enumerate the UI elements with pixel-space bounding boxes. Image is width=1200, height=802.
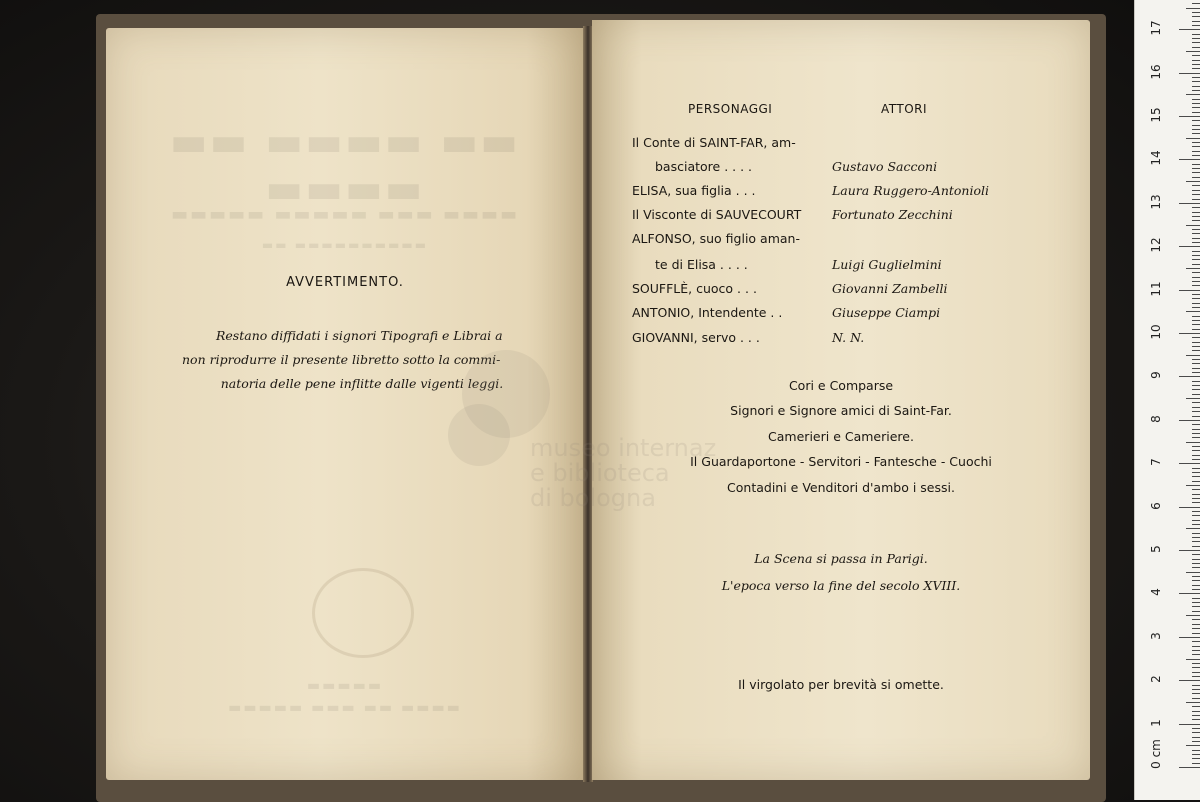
ruler-tick xyxy=(1192,433,1200,434)
ruler-tick xyxy=(1192,459,1200,460)
ruler-tick xyxy=(1192,38,1200,39)
ruler-tick xyxy=(1192,16,1200,17)
ruler-number: 10 xyxy=(1149,324,1163,340)
cast-role: GIOVANNI, servo . . . xyxy=(632,330,760,345)
ruler-tick xyxy=(1179,680,1200,681)
ruler-tick xyxy=(1192,264,1200,265)
ruler-number: 11 xyxy=(1149,280,1163,297)
ruler-tick xyxy=(1192,728,1200,729)
ruler-tick xyxy=(1192,611,1200,612)
ruler-tick xyxy=(1186,442,1200,443)
ruler-tick xyxy=(1179,116,1200,117)
ruler-number: 16 xyxy=(1149,63,1163,80)
ruler-tick xyxy=(1192,455,1200,456)
ruler-tick xyxy=(1192,672,1200,673)
ruler-tick xyxy=(1192,698,1200,699)
cast-row xyxy=(592,135,1090,157)
ruler-tick xyxy=(1192,563,1200,564)
ruler-tick xyxy=(1192,259,1200,260)
ruler-tick xyxy=(1179,333,1200,334)
ruler-tick xyxy=(1192,650,1200,651)
ruler-tick xyxy=(1192,185,1200,186)
ruler-tick xyxy=(1186,8,1200,9)
ruler-tick xyxy=(1192,359,1200,360)
ruler-tick xyxy=(1192,741,1200,742)
ruler-tick xyxy=(1192,238,1200,239)
cast-row xyxy=(592,257,1090,279)
library-stamp-faint xyxy=(312,568,414,658)
ruler-tick xyxy=(1192,346,1200,347)
ruler-tick xyxy=(1192,350,1200,351)
ruler-tick xyxy=(1192,3,1200,4)
ruler-tick xyxy=(1192,567,1200,568)
ruler-tick xyxy=(1192,520,1200,521)
ruler-tick xyxy=(1186,659,1200,660)
ruler-tick xyxy=(1192,515,1200,516)
ruler-tick xyxy=(1192,277,1200,278)
cast-role: ALFONSO, suo figlio aman- xyxy=(632,231,800,246)
ruler-tick xyxy=(1192,255,1200,256)
ruler-tick xyxy=(1192,693,1200,694)
cast-role: te di Elisa . . . . xyxy=(655,257,748,272)
ruler-tick xyxy=(1192,12,1200,13)
ruler-number: 3 xyxy=(1149,631,1163,640)
show-through-subtitle: ▬▬▬▬▬ ▬▬▬▬▬ ▬▬▬ ▬▬▬▬ xyxy=(171,204,519,225)
characters-heading: PERSONAGGI xyxy=(688,102,773,116)
ruler-tick xyxy=(1192,172,1200,173)
ruler-number: 6 xyxy=(1149,501,1163,510)
library-watermark: museo internaz e biblioteca di bologna xyxy=(530,434,717,512)
show-through-line: ▬▬ ▬▬▬▬▬▬▬▬▬▬ xyxy=(261,238,429,252)
ruler-tick xyxy=(1192,64,1200,65)
ruler-tick xyxy=(1179,420,1200,421)
ruler-tick xyxy=(1192,598,1200,599)
ruler-tick xyxy=(1192,502,1200,503)
ruler-tick xyxy=(1192,711,1200,712)
ruler-tick xyxy=(1192,641,1200,642)
ruler-tick xyxy=(1192,559,1200,560)
ruler-tick xyxy=(1192,685,1200,686)
ruler-tick xyxy=(1179,376,1200,377)
ruler-tick xyxy=(1179,29,1200,30)
ruler-tick xyxy=(1186,702,1200,703)
ruler-tick xyxy=(1192,437,1200,438)
ruler-tick xyxy=(1186,398,1200,399)
ruler-tick xyxy=(1192,42,1200,43)
setting-line: La Scena si passa in Parigi. xyxy=(754,551,928,566)
cast-actor: Giovanni Zambelli xyxy=(832,281,948,296)
show-through-title: ▬▬ ▬▬▬▬ ▬▬ ▬▬▬▬ xyxy=(169,118,521,212)
ruler-tick xyxy=(1179,73,1200,74)
ruler-tick xyxy=(1192,476,1200,477)
ruler-tick xyxy=(1192,25,1200,26)
cast-actor: Giuseppe Ciampi xyxy=(832,305,941,320)
ruler-tick xyxy=(1192,233,1200,234)
ruler-tick xyxy=(1192,589,1200,590)
cast-role: SOUFFLÈ, cuoco . . . xyxy=(632,281,757,296)
ruler-tick xyxy=(1192,81,1200,82)
ruler-number: 14 xyxy=(1149,150,1163,167)
ruler-tick xyxy=(1192,216,1200,217)
ruler-tick xyxy=(1192,21,1200,22)
ruler-tick xyxy=(1192,494,1200,495)
ruler-tick xyxy=(1192,242,1200,243)
ruler-tick xyxy=(1192,402,1200,403)
ruler-number: 9 xyxy=(1149,371,1163,380)
cast-row xyxy=(592,183,1090,205)
actors-heading: ATTORI xyxy=(881,102,928,116)
ruler-number: 5 xyxy=(1149,545,1163,553)
ruler-tick xyxy=(1192,194,1200,195)
ruler-tick xyxy=(1179,246,1200,247)
ruler-tick xyxy=(1192,389,1200,390)
ruler-tick xyxy=(1186,138,1200,139)
ruler-tick xyxy=(1179,463,1200,464)
ruler-tick xyxy=(1186,572,1200,573)
ruler-tick xyxy=(1192,498,1200,499)
ruler-tick xyxy=(1179,550,1200,551)
ruler-tick xyxy=(1192,576,1200,577)
ruler-tick xyxy=(1186,355,1200,356)
ruler-tick xyxy=(1192,77,1200,78)
ruler-number: 4 xyxy=(1149,588,1163,597)
ruler-tick xyxy=(1192,633,1200,634)
ruler-tick xyxy=(1192,90,1200,91)
ruler-number: 0 cm xyxy=(1149,739,1163,769)
cast-row xyxy=(592,207,1090,229)
ruler-tick xyxy=(1192,363,1200,364)
ruler-tick xyxy=(1192,394,1200,395)
ruler-tick xyxy=(1192,324,1200,325)
ruler-tick xyxy=(1192,103,1200,104)
ruler-tick xyxy=(1192,754,1200,755)
ruler-tick xyxy=(1192,676,1200,677)
ruler-tick xyxy=(1192,281,1200,282)
cast-role: ANTONIO, Intendente . . xyxy=(632,305,783,320)
ruler-tick xyxy=(1192,60,1200,61)
ruler-tick xyxy=(1192,199,1200,200)
ruler-tick xyxy=(1192,511,1200,512)
ruler-tick xyxy=(1186,225,1200,226)
ruler-tick xyxy=(1192,55,1200,56)
ruler-tick xyxy=(1192,129,1200,130)
ruler-number: 2 xyxy=(1149,675,1163,684)
ruler-tick xyxy=(1186,485,1200,486)
ruler-number: 17 xyxy=(1149,20,1163,36)
ruler-tick xyxy=(1192,285,1200,286)
ruler-tick xyxy=(1192,190,1200,191)
ruler-tick xyxy=(1192,750,1200,751)
chorus-line: Signori e Signore amici di Saint-Far. xyxy=(730,403,952,418)
cast-actor: N. N. xyxy=(832,330,865,345)
ruler-tick xyxy=(1192,737,1200,738)
ruler-tick xyxy=(1192,580,1200,581)
ruler-tick xyxy=(1192,585,1200,586)
cast-actor: Luigi Guglielmini xyxy=(832,257,942,272)
ruler-tick xyxy=(1192,424,1200,425)
ruler-tick xyxy=(1186,311,1200,312)
ruler-tick xyxy=(1192,732,1200,733)
ruler-tick xyxy=(1192,372,1200,373)
ruler-tick xyxy=(1192,619,1200,620)
chorus-heading: Cori e Comparse xyxy=(788,378,894,393)
ruler-tick xyxy=(1192,381,1200,382)
ruler-tick xyxy=(1192,146,1200,147)
ruler-tick xyxy=(1192,368,1200,369)
ruler-tick xyxy=(1192,294,1200,295)
ruler-tick xyxy=(1179,290,1200,291)
ruler-tick xyxy=(1186,615,1200,616)
ruler-tick xyxy=(1192,320,1200,321)
ruler-tick xyxy=(1192,429,1200,430)
ruler-number: 12 xyxy=(1149,237,1163,253)
ruler-tick xyxy=(1179,637,1200,638)
ruler-tick xyxy=(1192,229,1200,230)
ruler-tick xyxy=(1186,51,1200,52)
ruler-tick xyxy=(1192,719,1200,720)
ruler-tick xyxy=(1186,268,1200,269)
ruler-tick xyxy=(1192,34,1200,35)
cast-role: Il Visconte di SAUVECOURT xyxy=(632,207,802,222)
measurement-ruler xyxy=(1134,0,1200,800)
ruler-tick xyxy=(1192,68,1200,69)
ruler-tick xyxy=(1192,303,1200,304)
ruler-tick xyxy=(1192,220,1200,221)
ruler-tick xyxy=(1192,554,1200,555)
cast-role: Il Conte di SAINT-FAR, am- xyxy=(632,135,796,150)
ruler-tick xyxy=(1192,155,1200,156)
ruler-tick xyxy=(1192,646,1200,647)
ruler-tick xyxy=(1179,593,1200,594)
ruler-tick xyxy=(1192,207,1200,208)
ruler-tick xyxy=(1192,47,1200,48)
ruler-tick xyxy=(1192,450,1200,451)
watermark-logo-circle xyxy=(448,404,510,466)
ruler-tick xyxy=(1192,385,1200,386)
chorus-line: Il Guardaportone - Servitori - Fantesche - Cuochi xyxy=(690,454,992,469)
ruler-number: 8 xyxy=(1149,414,1163,423)
ruler-tick xyxy=(1192,164,1200,165)
ruler-tick xyxy=(1179,203,1200,204)
ruler-tick xyxy=(1192,663,1200,664)
ruler-tick xyxy=(1192,251,1200,252)
ruler-tick xyxy=(1192,337,1200,338)
ruler-tick xyxy=(1192,758,1200,759)
ruler-tick xyxy=(1192,298,1200,299)
ruler-tick xyxy=(1192,481,1200,482)
ruler-tick xyxy=(1192,533,1200,534)
ruler-tick xyxy=(1192,706,1200,707)
notice-line: Restano diffidati i signori Tipografi e Librai a xyxy=(216,328,503,343)
ruler-tick xyxy=(1192,606,1200,607)
cast-actor: Laura Ruggero-Antonioli xyxy=(832,183,989,198)
ruler-tick xyxy=(1186,181,1200,182)
ruler-tick xyxy=(1192,86,1200,87)
ruler-number: 13 xyxy=(1149,194,1163,210)
notice-line: non riprodurre il presente libretto sotto la commi- xyxy=(182,352,501,367)
ruler-number: 15 xyxy=(1149,107,1163,123)
ruler-tick xyxy=(1192,316,1200,317)
chorus-line: Camerieri e Cameriere. xyxy=(768,429,914,444)
ruler-tick xyxy=(1192,763,1200,764)
cast-row xyxy=(592,305,1090,327)
ruler-tick xyxy=(1179,724,1200,725)
ruler-tick xyxy=(1192,133,1200,134)
right-page xyxy=(592,20,1090,780)
ruler-tick xyxy=(1192,546,1200,547)
ruler-tick xyxy=(1192,411,1200,412)
ruler-tick xyxy=(1192,489,1200,490)
ruler-tick xyxy=(1192,715,1200,716)
ruler-tick xyxy=(1192,654,1200,655)
cast-row xyxy=(592,330,1090,352)
cast-row xyxy=(592,159,1090,181)
ruler-tick xyxy=(1192,125,1200,126)
ruler-tick xyxy=(1192,624,1200,625)
chorus-line: Contadini e Venditori d'ambo i sessi. xyxy=(727,480,955,495)
cast-actor: Fortunato Zecchini xyxy=(832,207,953,222)
ruler-tick xyxy=(1192,329,1200,330)
ruler-tick xyxy=(1192,151,1200,152)
ruler-tick xyxy=(1192,537,1200,538)
notice-line: natoria delle pene inflitte dalle vigenti leggi. xyxy=(220,376,504,391)
ruler-tick xyxy=(1192,99,1200,100)
ruler-tick xyxy=(1192,112,1200,113)
ruler-tick xyxy=(1192,468,1200,469)
cast-row xyxy=(592,281,1090,303)
ruler-tick xyxy=(1179,767,1200,768)
ruler-tick xyxy=(1192,689,1200,690)
ruler-tick xyxy=(1192,472,1200,473)
ruler-tick xyxy=(1179,507,1200,508)
ruler-tick xyxy=(1192,541,1200,542)
ruler-tick xyxy=(1192,142,1200,143)
cast-actor: Gustavo Sacconi xyxy=(832,159,938,174)
ruler-tick xyxy=(1192,416,1200,417)
ruler-tick xyxy=(1186,528,1200,529)
cast-role: basciatore . . . . xyxy=(655,159,753,174)
ruler-tick xyxy=(1192,212,1200,213)
setting-line: L'epoca verso la fine del secolo XVIII. xyxy=(721,578,961,593)
ruler-tick xyxy=(1192,177,1200,178)
footnote: Il virgolato per brevità si omette. xyxy=(738,677,944,692)
ruler-tick xyxy=(1192,272,1200,273)
ruler-tick xyxy=(1192,407,1200,408)
ruler-tick xyxy=(1192,307,1200,308)
notice-title: AVVERTIMENTO. xyxy=(286,275,404,290)
ruler-tick xyxy=(1192,667,1200,668)
cast-row xyxy=(592,231,1090,253)
ruler-tick xyxy=(1192,168,1200,169)
ruler-tick xyxy=(1192,120,1200,121)
ruler-tick xyxy=(1192,107,1200,108)
ruler-tick xyxy=(1192,524,1200,525)
ruler-number: 7 xyxy=(1149,458,1163,467)
ruler-tick xyxy=(1192,446,1200,447)
ruler-tick xyxy=(1192,342,1200,343)
show-through-imprint-2: ▬▬▬▬▬ ▬▬▬ ▬▬ ▬▬▬▬ xyxy=(228,700,462,716)
ruler-number: 1 xyxy=(1149,718,1163,727)
cast-role: ELISA, sua figlia . . . xyxy=(632,183,756,198)
ruler-tick xyxy=(1192,628,1200,629)
ruler-tick xyxy=(1186,745,1200,746)
ruler-tick xyxy=(1179,159,1200,160)
show-through-imprint: ▬▬▬▬▬ xyxy=(306,678,384,694)
ruler-tick xyxy=(1192,602,1200,603)
ruler-tick xyxy=(1186,94,1200,95)
